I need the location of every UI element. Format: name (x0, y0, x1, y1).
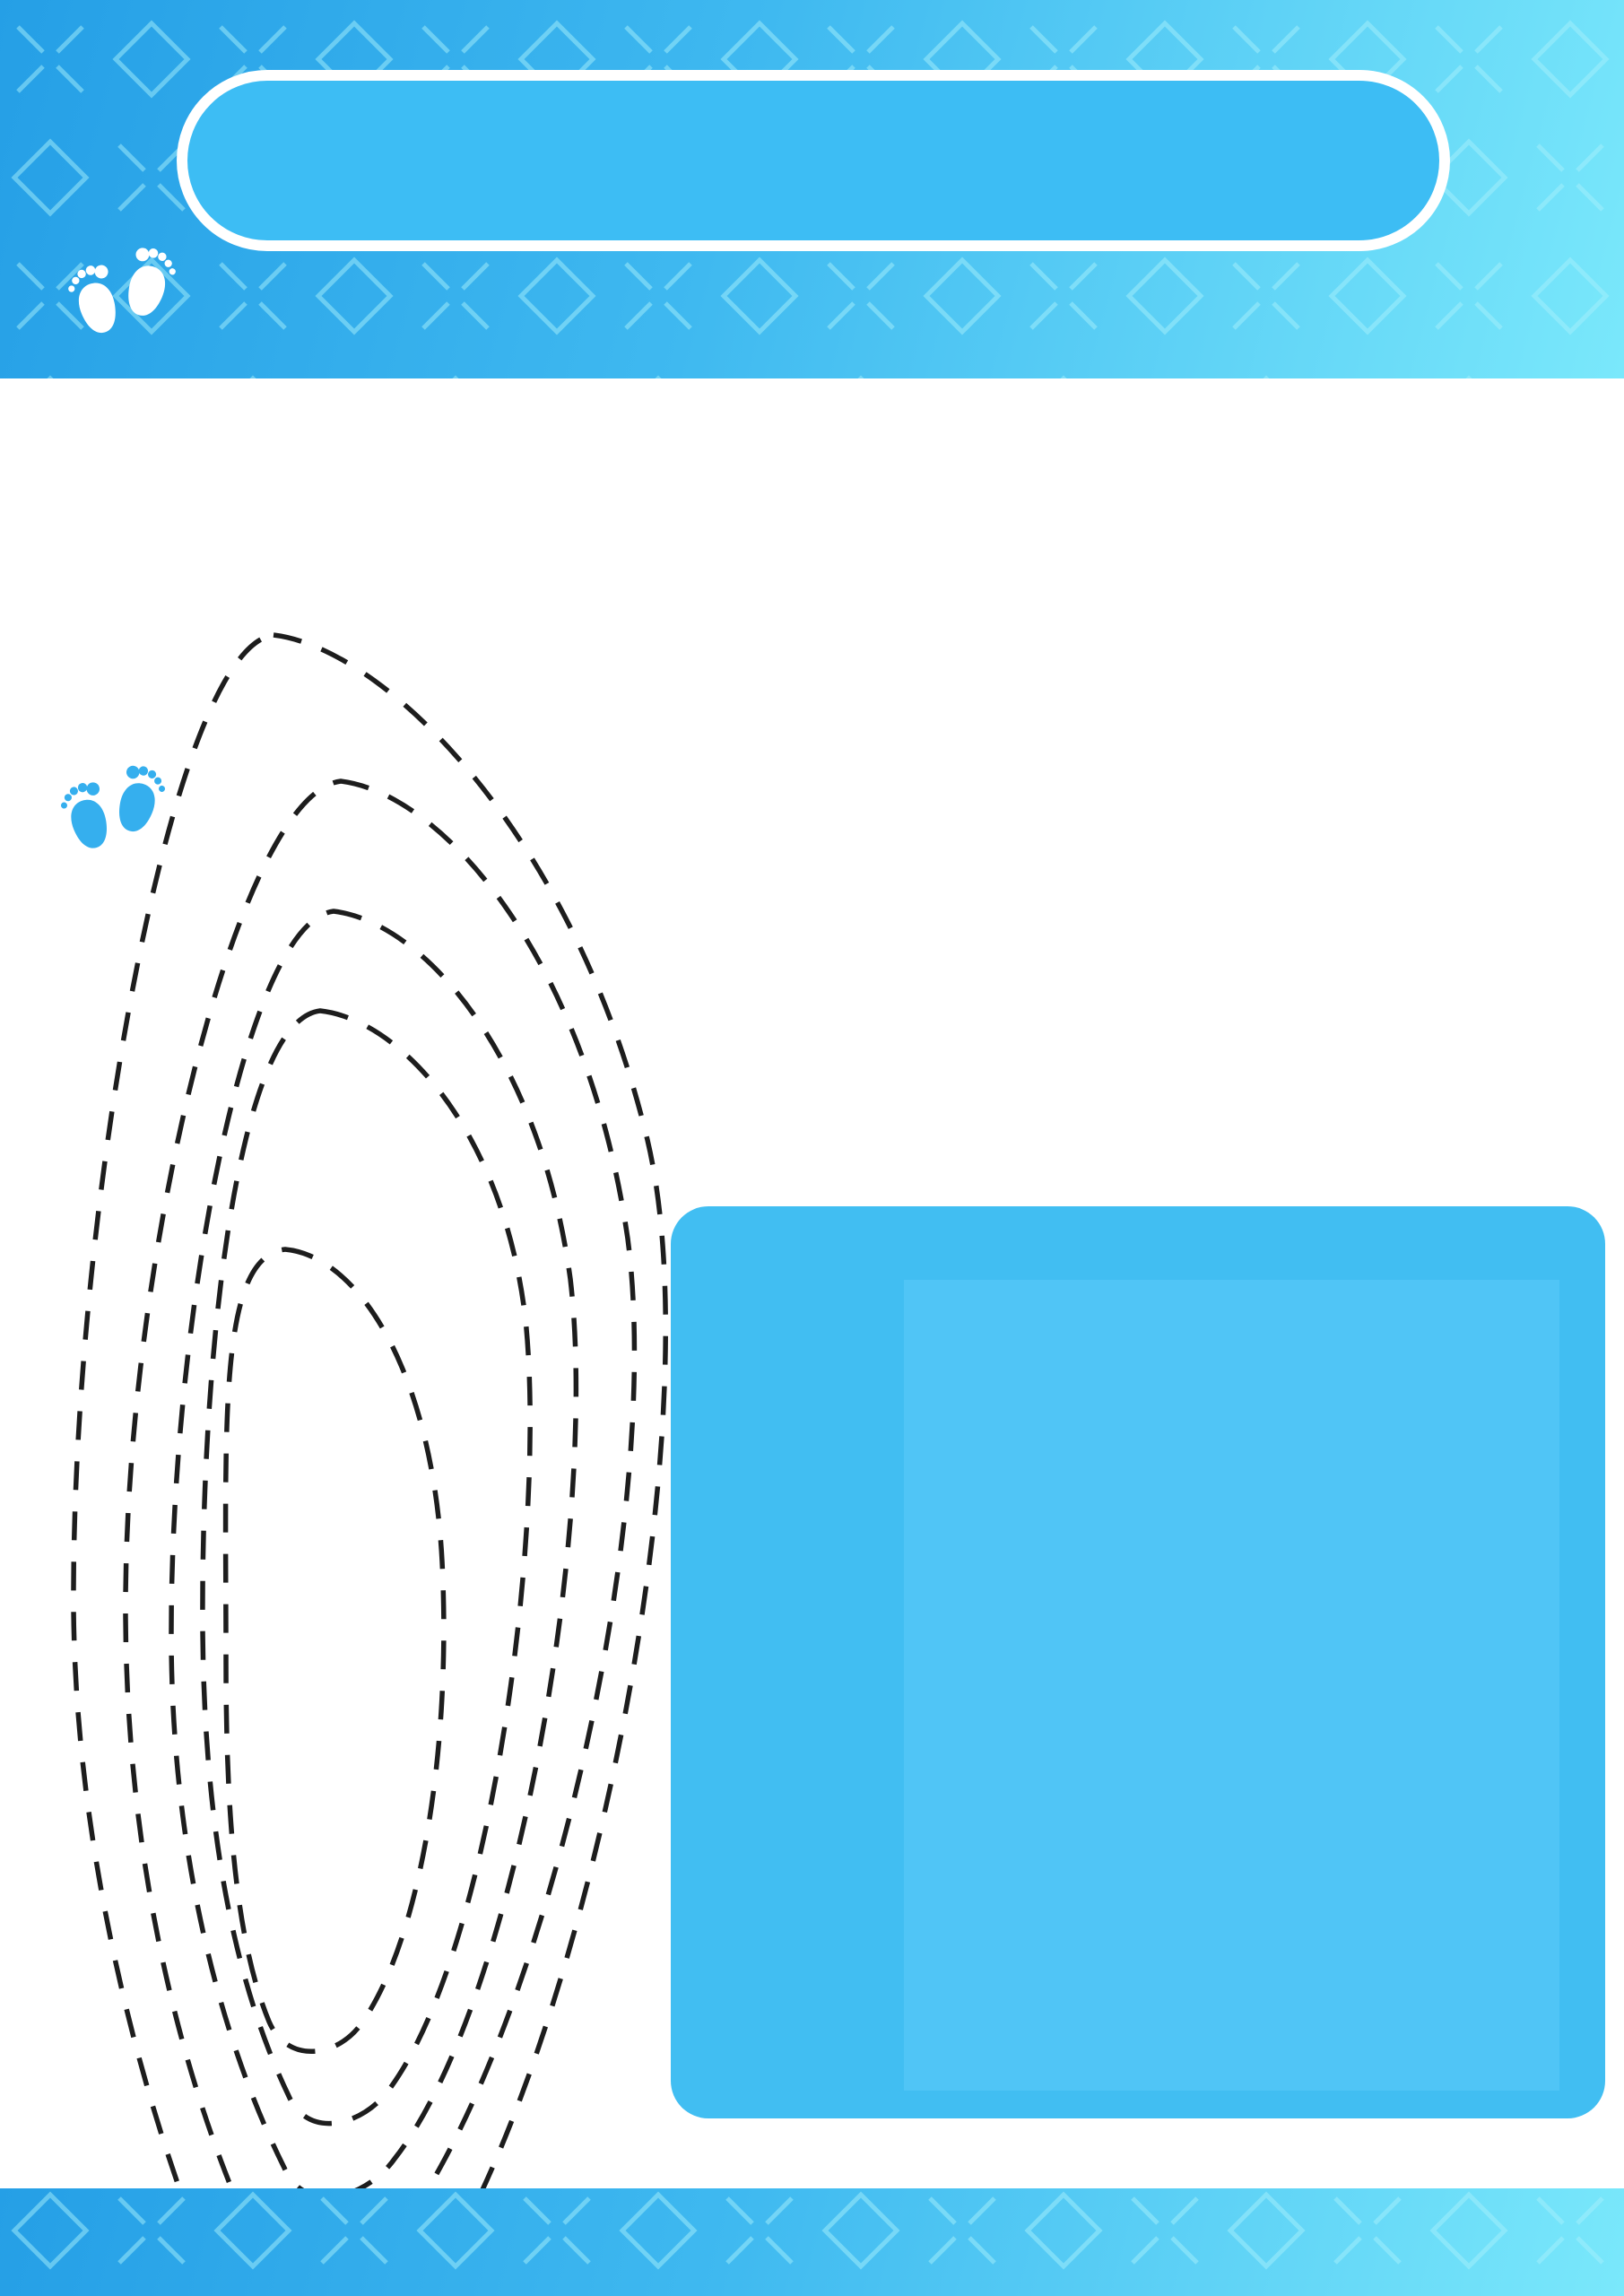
content-area (0, 378, 1624, 2188)
footer-band (0, 2188, 1624, 2296)
size-table (904, 1280, 1559, 2091)
side-label-big-kids (682, 1705, 734, 2084)
header-band (0, 0, 1624, 378)
side-label-little-kids (682, 1326, 734, 1705)
title-pill (177, 70, 1450, 251)
foot-outline-4125 (226, 1249, 444, 2051)
diamond-pattern (0, 2188, 1624, 2296)
foot-outline-9125 (74, 635, 665, 2296)
foot-outline-5125 (203, 1011, 530, 2124)
footprints-icon-blue (56, 753, 170, 861)
footprints-icon (63, 235, 181, 346)
size-chart-panel (671, 1206, 1605, 2118)
